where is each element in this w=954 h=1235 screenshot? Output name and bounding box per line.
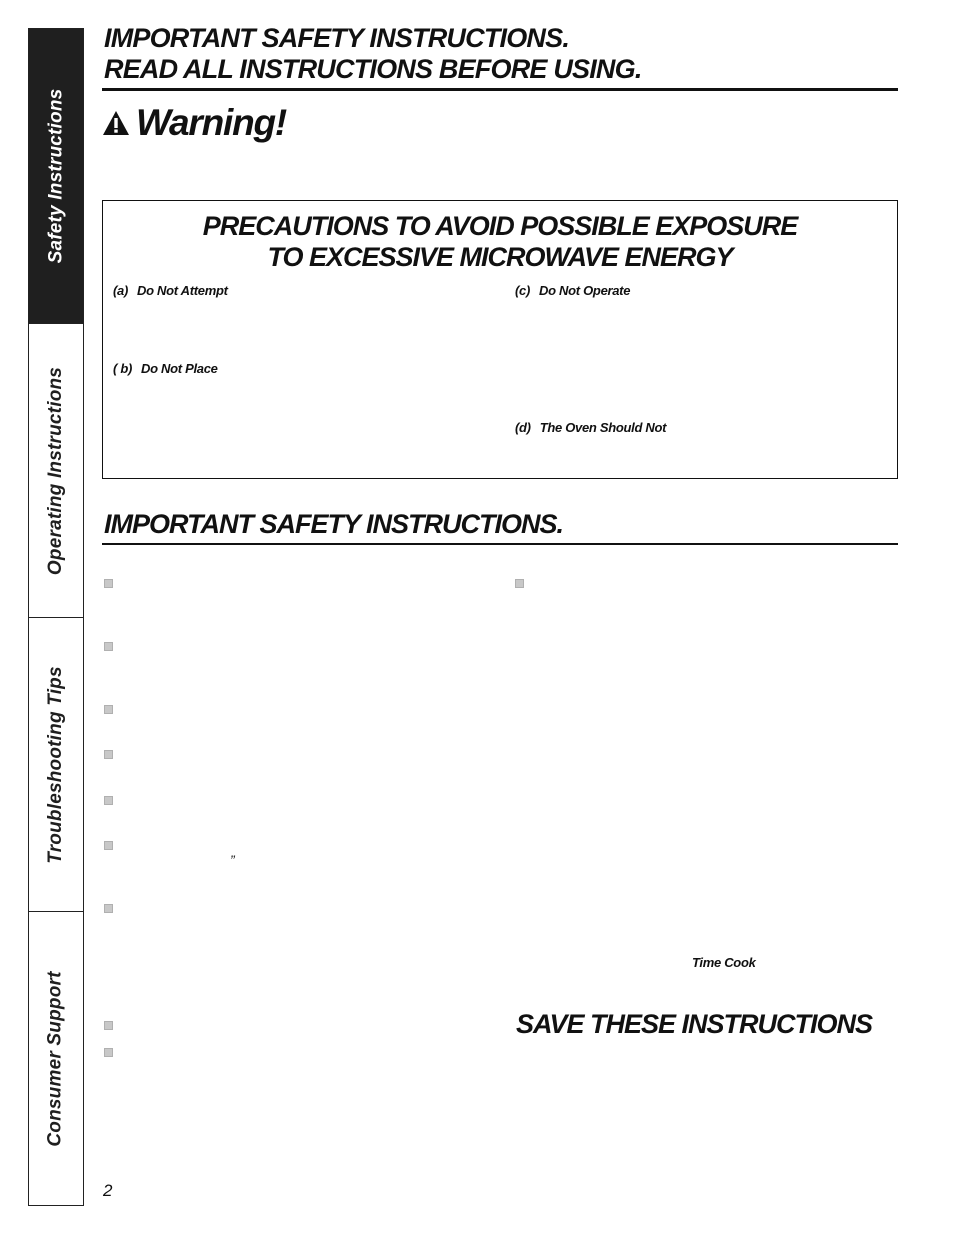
safety-section-title: IMPORTANT SAFETY INSTRUCTIONS. [104,509,564,539]
tab-label: Operating Instructions [45,366,67,575]
header-rule [102,88,898,91]
page-number: 2 [103,1181,113,1200]
tab-operating-instructions[interactable] [29,324,83,618]
precaution-letter: (d) [515,420,531,435]
bullet-marker [104,750,113,759]
precaution-item-d [515,420,666,435]
precautions-title-line-1: PRECAUTIONS TO AVOID POSSIBLE EXPOSURE [202,211,798,241]
tab-label: Consumer Support [45,970,67,1147]
bullet-marker [104,642,113,651]
quote-mark: ” [230,852,235,868]
precaution-text: The Oven Should Not [539,420,667,435]
header-line-1: IMPORTANT SAFETY INSTRUCTIONS. [104,23,570,53]
time-cook-label: Time Cook [692,955,756,970]
precaution-letter: (c) [515,283,530,298]
precautions-title-line-2: TO EXCESSIVE MICROWAVE ENERGY [267,242,733,272]
safety-section-rule [102,543,898,545]
precaution-item-b [113,361,218,376]
precaution-text: Do Not Operate [539,283,631,298]
bullet-marker [104,1048,113,1057]
side-tab-column [28,28,84,1206]
warning-heading [102,101,286,145]
save-instructions-heading: SAVE THESE INSTRUCTIONS [516,1009,873,1039]
precaution-letter: ( b) [113,361,133,376]
tab-label: Troubleshooting Tips [45,665,66,864]
header-line-2: READ ALL INSTRUCTIONS BEFORE USING. [104,54,642,84]
bullet-marker [104,705,113,714]
precaution-text: Do Not Attempt [137,283,228,298]
bullet-marker [104,841,113,850]
precaution-item-a [113,283,228,298]
bullet-marker [515,579,524,588]
bullet-marker [104,904,113,913]
warning-triangle-icon [102,109,130,137]
precaution-item-c [515,283,630,298]
warning-text: Warning! [136,102,287,143]
precaution-text: Do Not Place [141,361,218,376]
tab-troubleshooting-tips[interactable] [29,618,83,912]
precaution-letter: (a) [113,283,128,298]
tab-safety-instructions[interactable] [29,29,83,324]
bullet-marker [104,579,113,588]
precautions-box [102,200,898,479]
bullet-marker [104,796,113,805]
tab-consumer-support[interactable] [29,912,83,1205]
bullet-marker [104,1021,113,1030]
tab-label: Safety Instructions [45,88,66,264]
